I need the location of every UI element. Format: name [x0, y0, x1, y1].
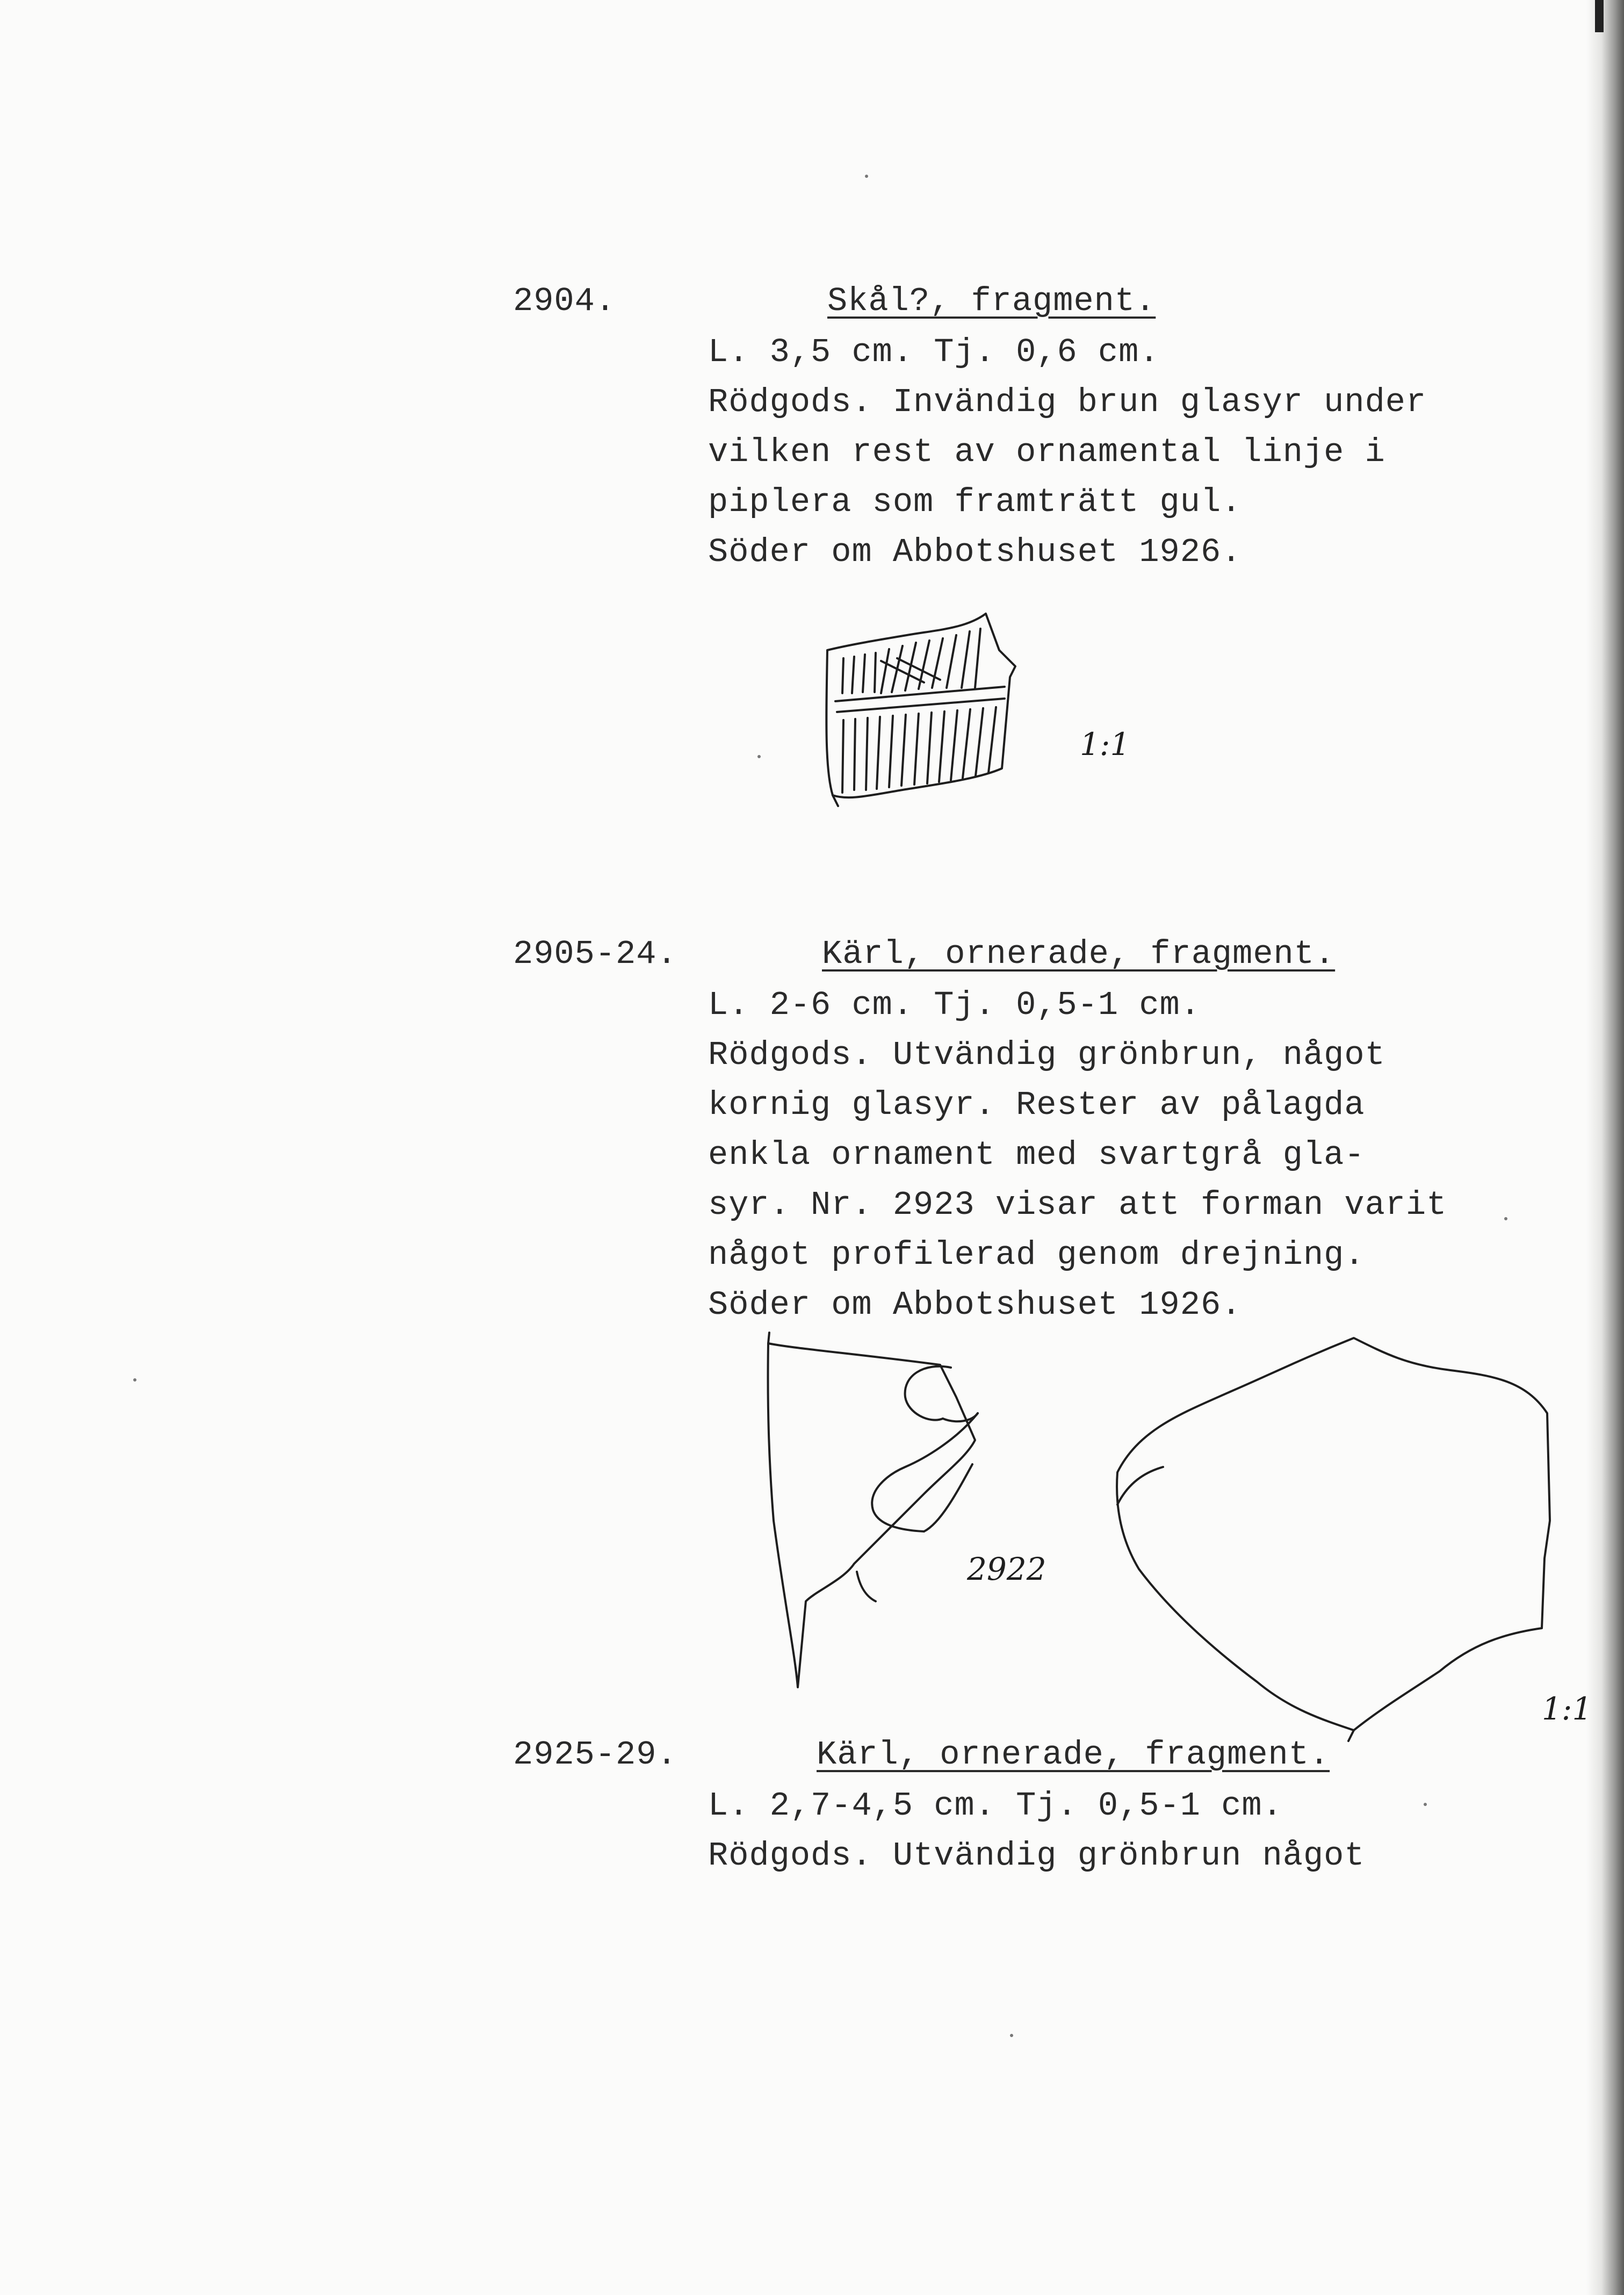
entry-line: enkla ornament med svartgrå gla- — [708, 1136, 1365, 1174]
page-edge-shadow — [1586, 0, 1624, 2295]
sketch-number-label: 2922 — [967, 1551, 1046, 1587]
paper-speck — [1010, 2034, 1013, 2037]
entry-line: något profilerad genom drejning. — [708, 1236, 1365, 1274]
entry-number: 2925-29. — [513, 1736, 677, 1774]
entry-line: Söder om Abbotshuset 1926. — [708, 1286, 1242, 1324]
paper-speck — [865, 175, 868, 178]
entry-line: piplera som framträtt gul. — [708, 483, 1242, 521]
entry-line: syr. Nr. 2923 visar att forman varit — [708, 1186, 1447, 1224]
paper-speck — [1504, 1217, 1507, 1220]
entry-number: 2905-24. — [513, 935, 677, 973]
entry-line: Söder om Abbotshuset 1926. — [708, 533, 1242, 571]
entry-line: kornig glasyr. Rester av pålagda — [708, 1086, 1365, 1124]
sketch-sherd-1 — [817, 607, 1193, 860]
entry-title: Kärl, ornerade, fragment. — [817, 1736, 1330, 1774]
entry-title: Skål?, fragment. — [827, 282, 1156, 320]
paper-speck — [1424, 1803, 1427, 1806]
entry-line: Rödgods. Utvändig grönbrun, något — [708, 1036, 1385, 1074]
page-edge-mark — [1595, 0, 1604, 32]
sketch-scale-label: 1:1 — [1080, 726, 1130, 762]
hatching-bottom — [842, 707, 996, 793]
entry-line: L. 3,5 cm. Tj. 0,6 cm. — [708, 333, 1160, 371]
hatching-top — [842, 629, 980, 693]
paper-speck — [757, 755, 761, 758]
entry-line: vilken rest av ornamental linje i — [708, 433, 1385, 471]
paper-speck — [133, 1378, 136, 1382]
sketch-sherds-2 — [763, 1333, 1601, 1741]
entry-number: 2904. — [513, 282, 616, 320]
entry-line: Rödgods. Invändig brun glasyr under — [708, 383, 1427, 421]
entry-line: L. 2-6 cm. Tj. 0,5-1 cm. — [708, 986, 1201, 1024]
entry-line: L. 2,7-4,5 cm. Tj. 0,5-1 cm. — [708, 1787, 1283, 1825]
entry-title: Kärl, ornerade, fragment. — [822, 935, 1336, 973]
entry-line: Rödgods. Utvändig grönbrun något — [708, 1837, 1365, 1875]
sketch-scale-label: 1:1 — [1542, 1690, 1592, 1727]
